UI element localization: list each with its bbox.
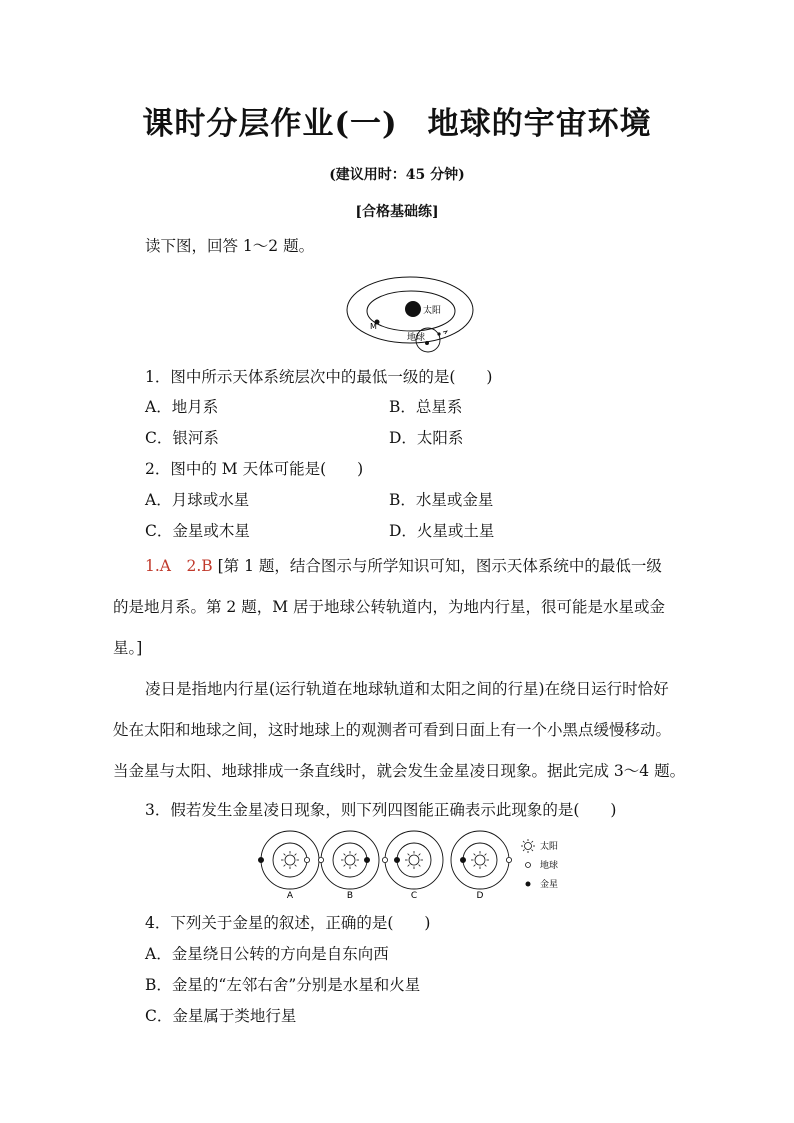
- q4-option-a: A．金星绕日公转的方向是自东向西: [145, 945, 389, 963]
- question-2: 2．图中的 M 天体可能是( ): [145, 460, 364, 478]
- legend-earth-icon: [526, 863, 531, 868]
- earth-label: 地球: [407, 333, 426, 343]
- outer-orbit: [385, 831, 443, 889]
- legend-venus-icon: [526, 882, 531, 887]
- moon-dot: [437, 332, 440, 335]
- q4-option-c: C．金星属于类地行星: [145, 1007, 297, 1025]
- legend-earth-label: 地球: [540, 861, 559, 871]
- q1-option-a: A．地月系: [145, 398, 219, 416]
- passage-line-2: 处在太阳和地球之间，这时地球上的观测者可看到日面上有一个小黑点缓慢移动。: [113, 721, 672, 739]
- figure-transit-options: [258, 830, 578, 902]
- venus-dot: [258, 857, 263, 862]
- question-1: 1．图中所示天体系统层次中的最低一级的是( ): [145, 368, 493, 386]
- title-right: 地球的宇宙环境: [427, 106, 652, 142]
- panel-label-d: D: [476, 891, 484, 901]
- question-3: 3．假若发生金星凌日现象，则下列四图能正确表示此现象的是( ): [145, 801, 617, 819]
- intro-1-2: 读下图，回答 1～2 题。: [145, 237, 315, 255]
- answer-explain-1: [第 1 题，结合图示与所学知识可知，图示天体系统中的最低一级: [217, 557, 662, 575]
- answer-1-2-line-2: 的是地月系。第 2 题，M 居于地球公转轨道内，为地内行星，很可能是水星或金: [113, 598, 666, 616]
- passage-line-1: 凌日是指地内行星(运行轨道在地球轨道和太阳之间的行星)在绕日运行时恰好: [145, 680, 669, 698]
- legend-venus-label: 金星: [540, 880, 559, 890]
- page-title: [0, 98, 794, 143]
- transit-panel-d: [451, 831, 512, 901]
- venus-dot: [364, 857, 369, 862]
- panel-label-a: A: [286, 891, 294, 901]
- inner-orbit: [273, 843, 307, 877]
- q1-option-b: B．总星系: [389, 398, 463, 416]
- passage-line-3: 当金星与太阳、地球排成一条直线时，就会发生金星凌日现象。据此完成 3～4 题。: [113, 762, 686, 780]
- inner-orbit: [333, 843, 367, 877]
- time-hint: (建议用时：45 分钟): [329, 167, 465, 183]
- panel-label-c: C: [410, 891, 418, 901]
- outer-orbit: [261, 831, 319, 889]
- q1-option-c: C．银河系: [145, 429, 219, 447]
- transit-panels: [258, 831, 511, 901]
- q2-option-a: A．月球或水星: [145, 491, 250, 509]
- transit-panel-c: [382, 831, 443, 901]
- planet-m-label: M: [370, 322, 377, 331]
- venus-dot: [394, 857, 399, 862]
- legend-sun-icon: [521, 839, 535, 853]
- transit-panel-a: [258, 831, 319, 901]
- sun-icon: [281, 851, 299, 869]
- question-4: 4．下列关于金星的叙述，正确的是( ): [145, 914, 431, 932]
- title-left: 课时分层作业(一): [142, 106, 398, 142]
- panel-label-b: B: [346, 891, 354, 901]
- legend-sun-label: 太阳: [540, 842, 559, 852]
- earth-dot: [506, 857, 511, 862]
- legend: [521, 839, 558, 890]
- sun-label: 太阳: [423, 306, 442, 316]
- outer-orbit: [451, 831, 509, 889]
- inner-orbit: [463, 843, 497, 877]
- q2-option-c: C．金星或木星: [145, 522, 250, 540]
- sun-icon: [471, 851, 489, 869]
- q2-option-b: B．水星或金星: [389, 491, 494, 509]
- arrow-icon: [443, 331, 447, 334]
- sun-icon: [405, 851, 423, 869]
- q2-option-d: D．火星或土星: [389, 522, 495, 540]
- outer-orbit: [321, 831, 379, 889]
- section-label: [合格基础练]: [355, 204, 439, 220]
- sun-icon: [341, 851, 359, 869]
- answer-1-2-line-1: [145, 556, 662, 576]
- sun-dot: [405, 301, 421, 317]
- venus-dot: [460, 857, 465, 862]
- earth-dot: [318, 857, 323, 862]
- earth-dot: [425, 341, 429, 345]
- figure-solar-system: [345, 272, 475, 354]
- inner-orbit: [397, 843, 431, 877]
- answer-1-2-line-3: 星。]: [113, 639, 143, 657]
- earth-dot: [382, 857, 387, 862]
- q1-option-d: D．太阳系: [389, 429, 464, 447]
- earth-dot: [304, 857, 309, 862]
- q4-option-b: B．金星的“左邻右舍”分别是水星和火星: [145, 976, 421, 994]
- transit-panel-b: [318, 831, 379, 901]
- answer-keys: 1.A 2.B: [145, 557, 213, 575]
